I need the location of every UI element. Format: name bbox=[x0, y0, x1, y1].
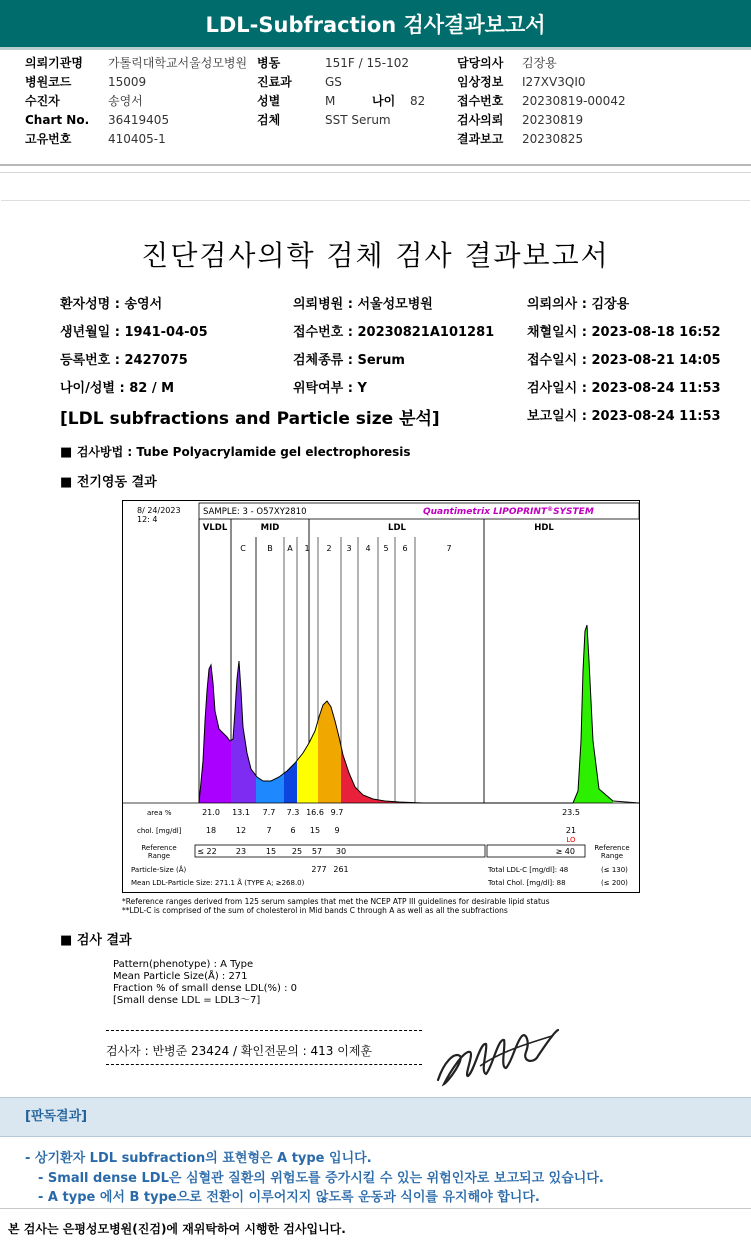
header-col1-values bbox=[108, 54, 247, 149]
patient-info-10: 나이/성별 : 82 / M bbox=[60, 381, 175, 396]
patient-info-7: 등록번호 : 2427075 bbox=[60, 353, 188, 368]
header-value: M bbox=[325, 94, 336, 108]
mean-size: Mean LDL-Particle Size: 271.1 Å (TYPE A; ≥268.0) bbox=[131, 879, 305, 887]
bullet-icon: ■ bbox=[60, 933, 77, 948]
psize-value: 277 bbox=[311, 865, 327, 874]
method-text: 검사방법 : Tube Polyacrylamide gel electrophoresis bbox=[76, 445, 411, 459]
area-segment bbox=[199, 625, 639, 803]
ref-label: Range bbox=[147, 852, 171, 860]
report-title: LDL-Subfraction 검사결과보고서 bbox=[0, 0, 751, 50]
total-chol: Total Chol. [mg/dl]: 88 bbox=[488, 879, 566, 887]
result-item: Fraction % of small dense LDL(%) : 0 bbox=[113, 983, 298, 994]
header-label: 검사의뢰 bbox=[457, 113, 504, 127]
plot-layer bbox=[123, 519, 639, 857]
chart-brand-group bbox=[423, 506, 594, 517]
band-label: 7 bbox=[446, 544, 452, 553]
result-list bbox=[113, 959, 297, 1007]
method-line bbox=[60, 443, 411, 460]
header-value: 36419405 bbox=[108, 113, 170, 127]
chol-value: 18 bbox=[205, 826, 217, 835]
area-segment bbox=[199, 625, 639, 803]
bullet-icon: ■ bbox=[60, 475, 77, 490]
patient-info-11: 위탁여부 : Y bbox=[293, 381, 367, 396]
footer-note: 본 검사는 은평성모병원(진검)에 재위탁하여 시행한 검사입니다. bbox=[8, 1222, 346, 1236]
report-time: 보고일시 : 2023-08-24 11:53 bbox=[527, 409, 721, 424]
ref-value: 57 bbox=[311, 847, 323, 856]
area-segment bbox=[199, 625, 639, 803]
band-label: 2 bbox=[326, 544, 332, 553]
header-value: SST Serum bbox=[325, 113, 391, 127]
group-label: HDL bbox=[534, 523, 554, 533]
divider bbox=[0, 172, 751, 173]
result-title: 검사 결과 bbox=[76, 933, 132, 948]
area-value: 23.5 bbox=[562, 808, 580, 817]
section-title: [LDL subfractions and Particle size 분석] bbox=[60, 409, 440, 429]
doc-title: 진단검사의학 검체 검사 결과보고서 bbox=[141, 239, 610, 272]
chol-value: 21 bbox=[565, 826, 577, 835]
header-value: 20230819-00042 bbox=[522, 94, 626, 108]
area-segment bbox=[199, 625, 639, 803]
row-label: chol. [mg/dl] bbox=[137, 827, 182, 835]
header-label: 임상정보 bbox=[457, 75, 504, 89]
patient-info-5: 접수번호 : 20230821A101281 bbox=[293, 325, 495, 340]
ref-label-right: Range bbox=[600, 852, 624, 860]
band-label: 3 bbox=[346, 544, 352, 553]
header-value: 410405-1 bbox=[108, 132, 166, 146]
interpretation-header bbox=[0, 1097, 751, 1137]
age-value: 82 bbox=[410, 94, 426, 108]
header-label: 검체 bbox=[257, 113, 281, 127]
age-label: 나이 bbox=[372, 94, 396, 108]
patient-info-6: 채혈일시 : 2023-08-18 16:52 bbox=[527, 325, 721, 340]
band-label: 6 bbox=[402, 544, 408, 553]
band-label: B bbox=[267, 544, 273, 553]
chart-time: 12: 4 bbox=[137, 515, 158, 524]
psize-value: 261 bbox=[333, 865, 349, 874]
result-item: Mean Particle Size(Å) : 271 bbox=[113, 971, 248, 982]
chart-brand: Quantimetrix LIPOPRINT bbox=[423, 507, 548, 517]
ref-label: Reference bbox=[141, 844, 177, 852]
chart-date: 8/ 24/2023 bbox=[137, 506, 181, 515]
group-label: VLDL bbox=[202, 523, 228, 533]
chart-svg bbox=[123, 501, 639, 892]
signature-text: 검사자 : 반병준 23424 / 확인전문의 : 413 이제훈 bbox=[106, 1044, 373, 1058]
header-value: 가톨릭대학교서울성모병원 bbox=[108, 56, 248, 70]
area-segment bbox=[199, 625, 639, 803]
hdl-flag: LO bbox=[566, 836, 576, 844]
electrophoresis-chart bbox=[122, 500, 640, 893]
header-label: 수진자 bbox=[25, 94, 60, 108]
header-value: 15009 bbox=[108, 75, 147, 89]
header-col3 bbox=[457, 54, 503, 149]
divider bbox=[0, 164, 751, 166]
patient-info-1: 환자성명 : 송영서 bbox=[60, 297, 163, 312]
chart-brand-tail: SYSTEM bbox=[553, 507, 594, 517]
area-value: 13.1 bbox=[232, 808, 250, 817]
chol-value: 7 bbox=[266, 826, 272, 835]
band-label: 4 bbox=[365, 544, 371, 553]
header-value: 김장용 bbox=[522, 56, 557, 70]
total-chol-ref: (≤ 200) bbox=[601, 879, 628, 887]
signature-line-top bbox=[106, 1030, 422, 1031]
footnote-1: *Reference ranges derived from 125 serum samples that met the NCEP ATP III guidelines for desirable lipid status bbox=[122, 897, 550, 906]
patient-info-9: 접수일시 : 2023-08-21 14:05 bbox=[527, 353, 721, 368]
patient-info-4: 생년월일 : 1941-04-05 bbox=[60, 325, 208, 340]
header-value: 20230825 bbox=[522, 132, 584, 146]
ref-hdl-value: ≥ 40 bbox=[555, 847, 575, 856]
header-label: 진료과 bbox=[257, 75, 292, 89]
area-outline bbox=[199, 625, 639, 803]
area-segment bbox=[199, 625, 639, 803]
band-label: 1 bbox=[304, 544, 310, 553]
patient-info-3: 의뢰의사 : 김장용 bbox=[527, 297, 630, 312]
chart-brand-reg: ® bbox=[547, 506, 554, 513]
psize-label: Particle-Size (Å) bbox=[131, 866, 187, 874]
chol-value: 12 bbox=[235, 826, 247, 835]
header-label: 병동 bbox=[257, 56, 281, 70]
ref-value: 15 bbox=[265, 847, 277, 856]
ref-value: 23 bbox=[235, 847, 247, 856]
header-value: GS bbox=[325, 75, 342, 89]
header-label: 성별 bbox=[257, 94, 281, 108]
result-line bbox=[60, 929, 132, 948]
header-col1 bbox=[25, 54, 89, 149]
signature-line-bottom bbox=[106, 1064, 422, 1065]
band-label: A bbox=[287, 544, 293, 553]
header-value: 151F / 15-102 bbox=[325, 56, 409, 70]
chol-value: 15 bbox=[309, 826, 321, 835]
header-label: 의뢰기관명 bbox=[25, 56, 83, 70]
header-value: 20230819 bbox=[522, 113, 584, 127]
total-ldl-ref: (≤ 130) bbox=[601, 866, 628, 874]
area-segment bbox=[199, 625, 639, 803]
header-label: Chart No. bbox=[25, 113, 90, 127]
header-label: 병원코드 bbox=[25, 75, 72, 89]
area-segment bbox=[199, 625, 639, 803]
electro-title: 전기영동 결과 bbox=[76, 475, 157, 490]
footnote-2: **LDL-C is comprised of the sum of cholesterol in Mid bands C through A as well as all the subfractions bbox=[122, 906, 508, 915]
patient-info-12: 검사일시 : 2023-08-24 11:53 bbox=[527, 381, 721, 396]
patient-info-2: 의뢰병원 : 서울성모병원 bbox=[293, 297, 433, 312]
result-item: [Small dense LDL = LDL3～7] bbox=[113, 995, 261, 1006]
area-segment bbox=[199, 625, 639, 803]
band-label: C bbox=[240, 544, 246, 553]
area-value: 7.3 bbox=[286, 808, 300, 817]
header-col2-values bbox=[325, 54, 409, 130]
footnotes bbox=[122, 897, 550, 915]
chart-sample: SAMPLE: 3 - O57XY2810 bbox=[203, 507, 307, 517]
group-label: MID bbox=[260, 523, 280, 533]
header-col3-values bbox=[522, 54, 626, 149]
header-label: 결과보고 bbox=[457, 132, 504, 146]
interpretation-line-3: - A type 에서 B type으로 전환이 이루어지지 않도록 운동과 식이를 유지해야 합니다. bbox=[38, 1190, 540, 1205]
chol-value: 9 bbox=[334, 826, 340, 835]
interpretation-title: [판독결과] bbox=[25, 1109, 88, 1124]
header-label: 담당의사 bbox=[457, 56, 504, 70]
header-label: 고유번호 bbox=[25, 132, 72, 146]
ref-value: 30 bbox=[335, 847, 347, 856]
chol-value: 6 bbox=[290, 826, 296, 835]
electro-line bbox=[60, 471, 157, 490]
area-value: 7.7 bbox=[262, 808, 276, 817]
signature-icon bbox=[430, 1022, 562, 1090]
bullet-icon: ■ bbox=[60, 445, 77, 460]
header-col2 bbox=[257, 54, 292, 130]
divider bbox=[0, 1208, 751, 1209]
area-value: 21.0 bbox=[202, 808, 220, 817]
ref-value: ≤ 22 bbox=[197, 847, 217, 856]
interpretation-line-2: - Small dense LDL은 심혈관 질환의 위험도를 증가시킬 수 있는 위험인자로 보고되고 있습니다. bbox=[38, 1171, 604, 1186]
patient-info-8: 검체종류 : Serum bbox=[293, 353, 405, 368]
area-value: 9.7 bbox=[330, 808, 344, 817]
area-value: 16.6 bbox=[306, 808, 324, 817]
interpretation-line-1: - 상기환자 LDL subfraction의 표현형은 A type 입니다. bbox=[25, 1151, 372, 1166]
header-label: 접수번호 bbox=[457, 94, 504, 108]
ref-label-right: Reference bbox=[594, 844, 630, 852]
ref-value: 25 bbox=[291, 847, 303, 856]
header-value: I27XV3QI0 bbox=[522, 75, 586, 89]
total-ldl: Total LDL-C [mg/dl]: 48 bbox=[488, 866, 569, 874]
result-item: Pattern(phenotype) : A Type bbox=[113, 959, 254, 970]
header-value: 송영서 bbox=[108, 94, 143, 108]
row-label: area % bbox=[147, 809, 172, 817]
band-label: 5 bbox=[383, 544, 389, 553]
group-label: LDL bbox=[388, 523, 406, 533]
